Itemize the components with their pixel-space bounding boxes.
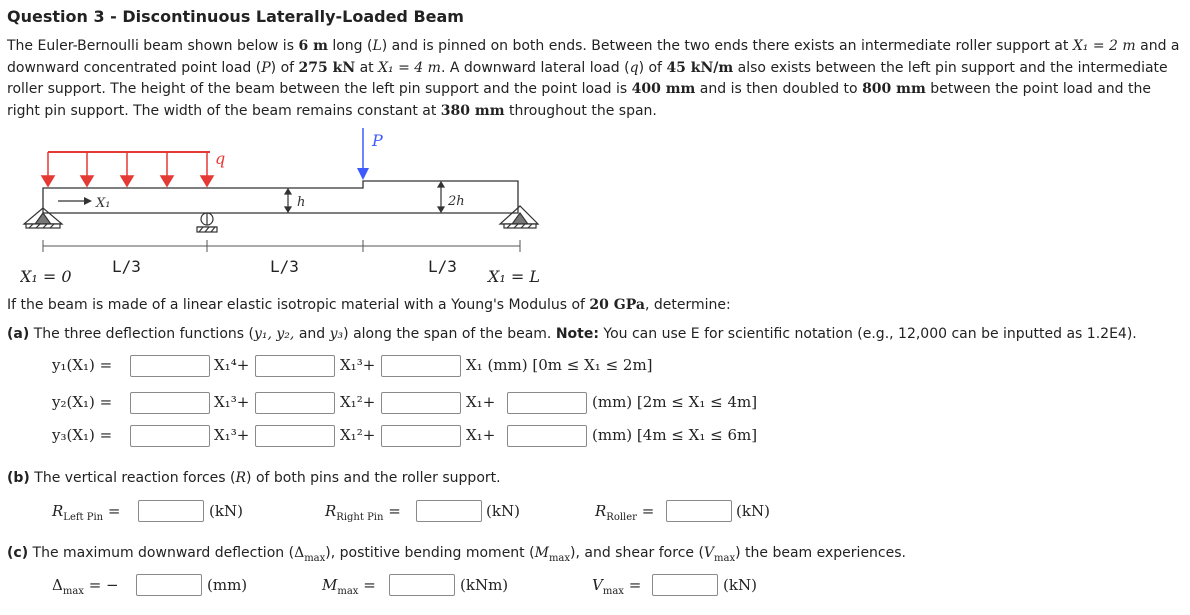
problem-statement: The Euler-Bernoulli beam shown below is 6 m long (L) and is pinned on both ends. Between the two ends there exists an intermediate roller support at X₁ = 2 m and a downward concentrated point load (P) of 275 kN at X₁ = 4 m. A downward lateral load (q) of 45 kN/m also exists between the left pin support and the intermediate roller support. The height of the beam between the left pin support and the point load is 400 mm and is then doubled to 800 mm between the point load and the right pin support. The width of the beam remains constant at 380 mm throughout the span. xyxy=(7,38,1180,119)
r-left-pin-label: $R_{Left Pin}$ = xyxy=(52,502,121,523)
v-max-input[interactable] xyxy=(652,574,718,596)
y3-term-3: X₁+ xyxy=(466,426,496,444)
y3-coef-4-input[interactable] xyxy=(507,425,587,447)
span-label-3: L/3 xyxy=(428,257,457,276)
x1-l-label: X₁ = L xyxy=(488,267,541,286)
v-max-label: $V_{max}$ = xyxy=(592,576,642,597)
m-max-input[interactable] xyxy=(389,574,455,596)
question-title: Question 3 - Discontinuous Laterally-Loaded Beam xyxy=(7,7,464,26)
r-roller-label: $R_{Roller}$ = xyxy=(595,502,655,523)
y2-coef-2-input[interactable] xyxy=(255,392,335,414)
y3-term-2: X₁²+ xyxy=(340,426,376,444)
height-h-label: h xyxy=(297,195,306,210)
r-right-pin-label: $R_{Right Pin}$ = xyxy=(325,502,401,523)
y2-term-3: X₁+ xyxy=(466,393,496,411)
span-label-1: L/3 xyxy=(112,257,141,276)
y1-term-2: X₁³+ xyxy=(340,356,376,374)
y2-label: y₂(X₁) = xyxy=(52,393,113,411)
delta-max-unit: (mm) xyxy=(207,576,248,594)
beam-outline xyxy=(43,181,518,213)
roller-support xyxy=(197,213,217,232)
y3-term-1: X₁³+ xyxy=(214,426,250,444)
delta-max-input[interactable] xyxy=(136,574,202,596)
y1-coef-2-input[interactable] xyxy=(255,355,335,377)
y1-coef-1-input[interactable] xyxy=(130,355,210,377)
v-max-unit: (kN) xyxy=(723,576,757,594)
y2-term-4: (mm) [2m ≤ X₁ ≤ 4m] xyxy=(592,393,758,411)
y2-coef-1-input[interactable] xyxy=(130,392,210,414)
part-c-prompt: (c) The maximum downward deflection $(\Delta_{max})$, postitive bending moment $(M_{max})$, and shear force $(V_{max})$ the beam experiences. xyxy=(7,545,906,564)
right-pin-support xyxy=(500,206,538,228)
r-right-pin-input[interactable] xyxy=(416,500,482,522)
point-load-arrowhead xyxy=(357,168,369,180)
height-2h-label: 2h xyxy=(448,194,465,209)
y2-term-1: X₁³+ xyxy=(214,393,250,411)
y1-term-1: X₁⁴+ xyxy=(214,356,250,374)
dimension-line xyxy=(43,240,520,252)
material-statement: If the beam is made of a linear elastic isotropic material with a Young's Modulus of 20 GPa, determine: xyxy=(7,297,731,313)
delta-max-label: $\Delta_{max}$ = − xyxy=(52,576,119,597)
y2-coef-4-input[interactable] xyxy=(507,392,587,414)
r-right-pin-unit: (kN) xyxy=(486,502,520,520)
load-q-label: q xyxy=(215,149,226,168)
r-roller-input[interactable] xyxy=(666,500,732,522)
y3-label: y₃(X₁) = xyxy=(52,426,113,444)
point-load-label: P xyxy=(372,131,383,150)
x1-label: X₁ xyxy=(96,196,111,211)
y2-term-2: X₁²+ xyxy=(340,393,376,411)
y1-coef-3-input[interactable] xyxy=(381,355,461,377)
x1-zero-label: X₁ = 0 xyxy=(20,267,72,286)
y1-label: y₁(X₁) = xyxy=(52,356,113,374)
distributed-load-arrows xyxy=(42,152,213,186)
beam-diagram xyxy=(20,128,553,288)
x1-arrowhead xyxy=(84,197,92,205)
beam-diagram-svg xyxy=(20,128,553,288)
span-label-2: L/3 xyxy=(270,257,299,276)
height-h-indicator xyxy=(285,189,291,212)
y2-coef-3-input[interactable] xyxy=(381,392,461,414)
y3-coef-2-input[interactable] xyxy=(255,425,335,447)
part-a-prompt: (a) The three deflection functions (y₁, y₂, and y₃) along the span of the beam. Note: You can use E for scientific notation (e.g., 12,000 can be inputted as 1.2E4). xyxy=(7,326,1137,342)
m-max-label: $M_{max}$ = xyxy=(322,576,376,597)
y3-coef-3-input[interactable] xyxy=(381,425,461,447)
m-max-unit: (kNm) xyxy=(460,576,509,594)
part-b-prompt: (b) The vertical reaction forces (R) of both pins and the roller support. xyxy=(7,470,501,486)
y3-coef-1-input[interactable] xyxy=(130,425,210,447)
r-roller-unit: (kN) xyxy=(736,502,770,520)
height-2h-indicator xyxy=(438,182,444,212)
y3-term-4: (mm) [4m ≤ X₁ ≤ 6m] xyxy=(592,426,758,444)
y1-term-3: X₁ (mm) [0m ≤ X₁ ≤ 2m] xyxy=(466,356,653,374)
r-left-pin-unit: (kN) xyxy=(209,502,243,520)
r-left-pin-input[interactable] xyxy=(138,500,204,522)
